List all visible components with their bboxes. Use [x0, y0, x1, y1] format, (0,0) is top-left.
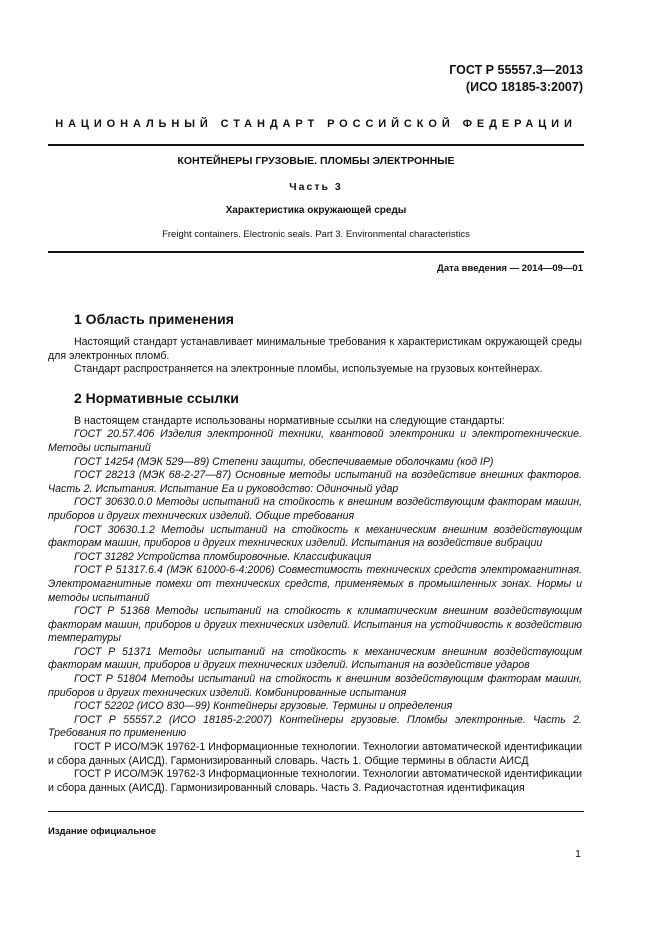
iso-code: (ИСО 18185-3:2007): [465, 80, 583, 94]
normative-reference: ГОСТ 28213 (МЭК 68-2-27—87) Основные методы испытаний на воздействие внешних факторов. Часть 2. Испытания. Испытание Ea и руководство: Одиночный удар: [48, 469, 582, 495]
normative-reference: ГОСТ Р ИСО/МЭК 19762-1 Информационные технологии. Технологии автоматической идентификации и сбора данных (АИСД). Гармонизированный словарь. Часть 1. Общие термины в области АИСД: [48, 741, 582, 767]
section-2-intro: В настоящем стандарте использованы нормативные ссылки на следующие стандарты:: [74, 414, 505, 427]
official-edition-label: Издание официальное: [48, 826, 156, 837]
part-label: Часть 3: [289, 181, 343, 193]
normative-reference: ГОСТ Р 51368 Методы испытаний на стойкость к климатическим внешним воздействующим факторам машин, приборов и других технических изделий. Испытания на устойчивость к воздействию температуры: [48, 605, 582, 645]
section-1-paragraph: Стандарт распространяется на электронные пломбы, используемые на грузовых контейнерах.: [74, 363, 543, 376]
normative-reference: ГОСТ 31282 Устройства пломбировочные. Классификация: [74, 550, 372, 563]
page-number: 1: [575, 848, 581, 860]
document-body: [48, 310, 582, 795]
normative-reference: ГОСТ Р 51804 Методы испытаний на стойкость к внешним воздействующим факторам машин, приборов и других технических изделий. Комбинированные испытания: [48, 673, 582, 699]
normative-reference: ГОСТ Р ИСО/МЭК 19762-3 Информационные технологии. Технологии автоматической идентификации и сбора данных (АИСД). Гармонизированный словарь. Часть 3. Радиочастотная идентификация: [48, 768, 582, 794]
top-rule: [48, 144, 584, 146]
section-1-paragraph: Настоящий стандарт устанавливает минимальные требования к характеристикам окружающей среды для электронных пломб.: [48, 336, 582, 362]
document-header: [449, 62, 583, 96]
section-2-heading: 2 Нормативные ссылки: [74, 389, 239, 406]
english-title: Freight containers. Electronic seals. Part 3. Environmental characteristics: [162, 229, 470, 240]
normative-reference: ГОСТ 30630.1.2 Методы испытаний на стойкость к механическим внешним воздействующим факторам машин, приборов и других технических изделий. Испытания на воздействие вибрации: [48, 523, 582, 550]
standard-code: ГОСТ Р 55557.3—2013: [449, 63, 583, 77]
document-title: КОНТЕЙНЕРЫ ГРУЗОВЫЕ. ПЛОМБЫ ЭЛЕКТРОННЫЕ: [177, 155, 455, 167]
normative-reference: ГОСТ Р 51371 Методы испытаний на стойкость к механическим внешним воздействующим факторам машин, приборов и других технических изделий. Испытания на воздействие ударов: [48, 645, 582, 672]
normative-reference: ГОСТ 30630.0.0 Методы испытаний на стойкость к внешним воздействующим факторам машин, приборов и других технических изделий. Общие требования: [48, 496, 582, 522]
document-subtitle: Характеристика окружающей среды: [225, 205, 407, 216]
normative-reference: ГОСТ 20.57.406 Изделия электронной техники, квантовой электроники и электротехнические. Методы испытаний: [48, 428, 582, 454]
normative-reference: ГОСТ Р 55557.2 (ИСО 18185-2:2007) Контейнеры грузовые. Пломбы электронные. Часть 2. Требования по применению: [48, 713, 582, 740]
footer-rule: [48, 811, 584, 812]
normative-reference: ГОСТ 14254 (МЭК 529—89) Степени защиты, обеспечиваемые оболочками (код IP): [74, 455, 494, 468]
introduction-date: Дата введения — 2014—09—01: [437, 263, 583, 274]
national-standard-title: НАЦИОНАЛЬНЫЙ СТАНДАРТ РОССИЙСКОЙ ФЕДЕРАЦИИ: [55, 118, 577, 130]
section-1-heading: 1 Область применения: [74, 311, 234, 327]
title-bottom-rule: [48, 251, 584, 253]
normative-reference: ГОСТ 52202 (ИСО 830—99) Контейнеры грузовые. Термины и определения: [74, 700, 453, 713]
normative-reference: ГОСТ Р 51317.6.4 (МЭК 61000-6-4:2006) Совместимость технических средств электромагнитная. Электромагнитные помехи от технических средств, применяемых в промышленных зонах. Нормы и методы испытаний: [48, 564, 582, 604]
